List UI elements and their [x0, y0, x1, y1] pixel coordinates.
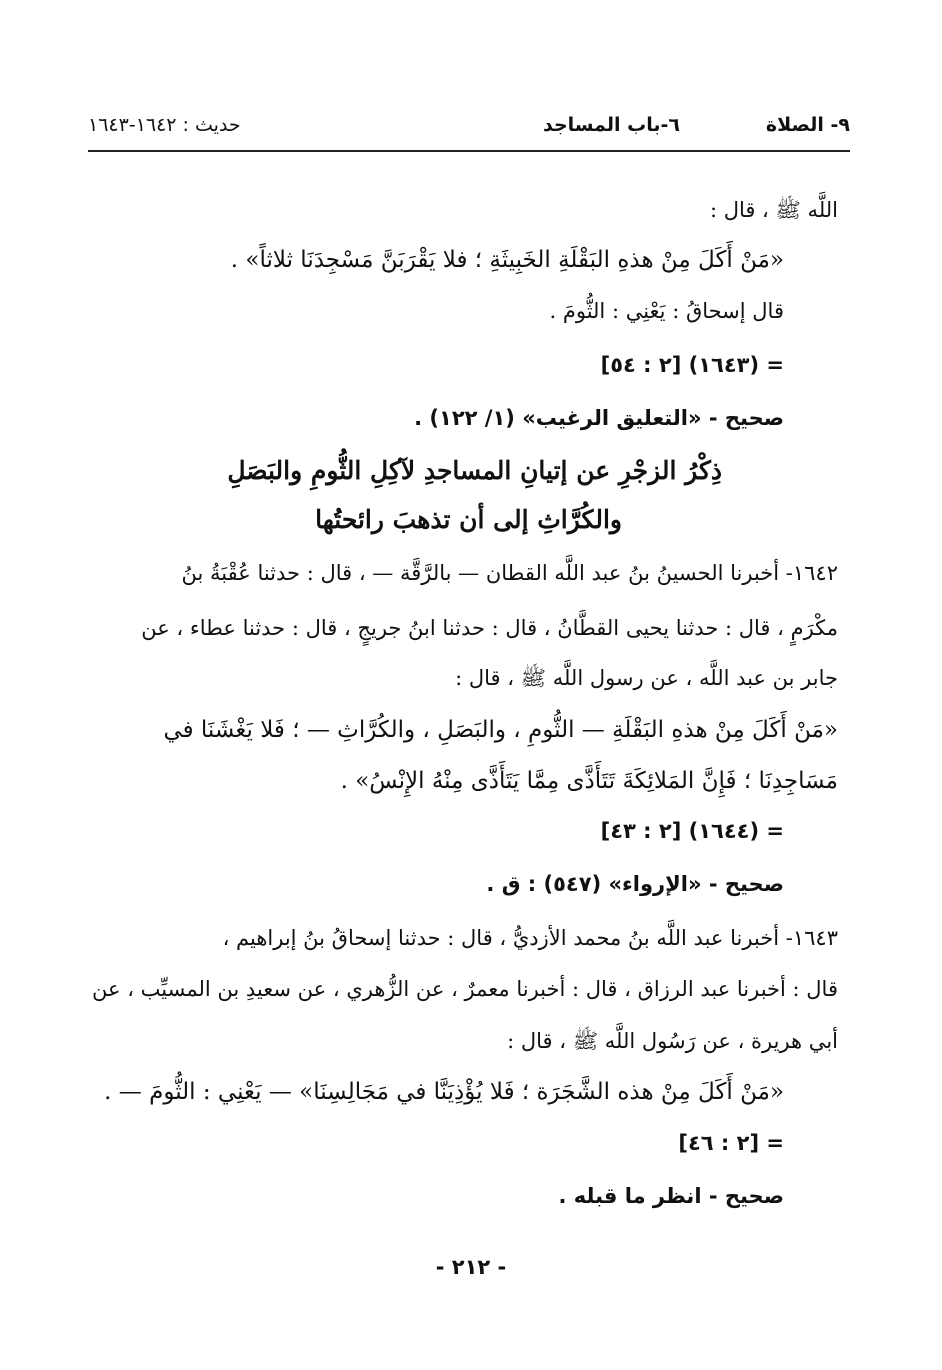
text-line-5: صحيح - «التعليق الرغيب» (١/ ١٢٢) .: [414, 406, 784, 430]
page-header: [88, 108, 850, 148]
section-title: ٦-باب المساجد: [543, 114, 680, 136]
text-line-12: مَسَاجِدِنَا ؛ فَإِنَّ المَلائِكَةَ تَتَأَذَّى مِمَّا يَتَأَذَّى مِنْهُ الإِنْسُ» .: [340, 768, 838, 794]
chapter-title: ٩- الصلاة: [765, 114, 850, 136]
text-line-20: صحيح - انظر ما قبله .: [558, 1184, 784, 1208]
text-line-10: جابر بن عبد اللَّه ، عن رسول اللَّه ﷺ ، قال :: [455, 666, 838, 690]
text-line-2: «مَنْ أَكَلَ مِنْ هذهِ البَقْلَةِ الخَبِيثَةِ ؛ فلا يَقْرَبَنَّ مَسْجِدَنَا ثلاثاً» .: [230, 247, 784, 273]
text-line-18: «مَنْ أَكَلَ مِنْ هذه الشَّجَرَة ؛ فَلا يُؤْذِيَنَّا في مَجَالِسِنَا» — يَعْنِي : الثُّومَ — .: [104, 1079, 784, 1105]
text-line-6: ذِكْرُ الزجْرِ عن إتيانِ المساجدِ لآكِلِ الثُّومِ والبَصَلِ: [227, 456, 722, 485]
text-line-19: = [٢ : ٤٦]: [678, 1131, 784, 1155]
text-line-3: قال إسحاقُ : يَعْنِي : الثُّومَ .: [549, 299, 784, 323]
text-line-4: = (١٦٤٣) [٢ : ٥٤]: [600, 353, 784, 377]
text-line-1: اللَّه ﷺ ، قال :: [709, 198, 838, 222]
text-line-15: ١٦٤٣- أخبرنا عبد اللَّه بنُ محمد الأزديُّ ، قال : حدثنا إسحاقُ بنُ إبراهيم ،: [222, 926, 838, 950]
text-line-9: مكْرَمٍ ، قال : حدثنا يحيى القطَّانُ ، قال : حدثنا ابنُ جريجٍ ، قال : حدثنا عطاء ، عن: [141, 616, 838, 640]
hadith-range: حديث : ١٦٤٢-١٦٤٣: [88, 114, 241, 136]
text-line-8: ١٦٤٢- أخبرنا الحسينُ بنُ عبد اللَّه القطان — بالرَّقَّة — ، قال : حدثنا عُقْبَةُ بنُ: [181, 561, 838, 585]
header-rule: [88, 150, 850, 152]
text-line-13: = (١٦٤٤) [٢ : ٤٣]: [600, 819, 784, 843]
text-line-11: «مَنْ أَكَلَ مِنْ هذهِ البَقْلَةِ — الثُّومِ ، والبَصَلِ ، والكُرَّاثِ — ؛ فَلا يَغْشَنَا في: [163, 717, 838, 743]
text-line-17: أبي هريرة ، عن رَسُول اللَّه ﷺ ، قال :: [507, 1029, 838, 1053]
text-line-16: قال : أخبرنا عبد الرزاق ، قال : أخبرنا معمرٌ ، عن الزُّهري ، عن سعيدِ بن المسيِّب ، عن: [92, 977, 838, 1001]
text-line-14: صحيح - «الإرواء» (٥٤٧) : ق .: [486, 872, 784, 896]
page-number: - ٢١٢ -: [435, 1255, 507, 1279]
text-line-7: والكُرَّاثِ إلى أن تذهبَ رائحتُها: [315, 505, 622, 534]
